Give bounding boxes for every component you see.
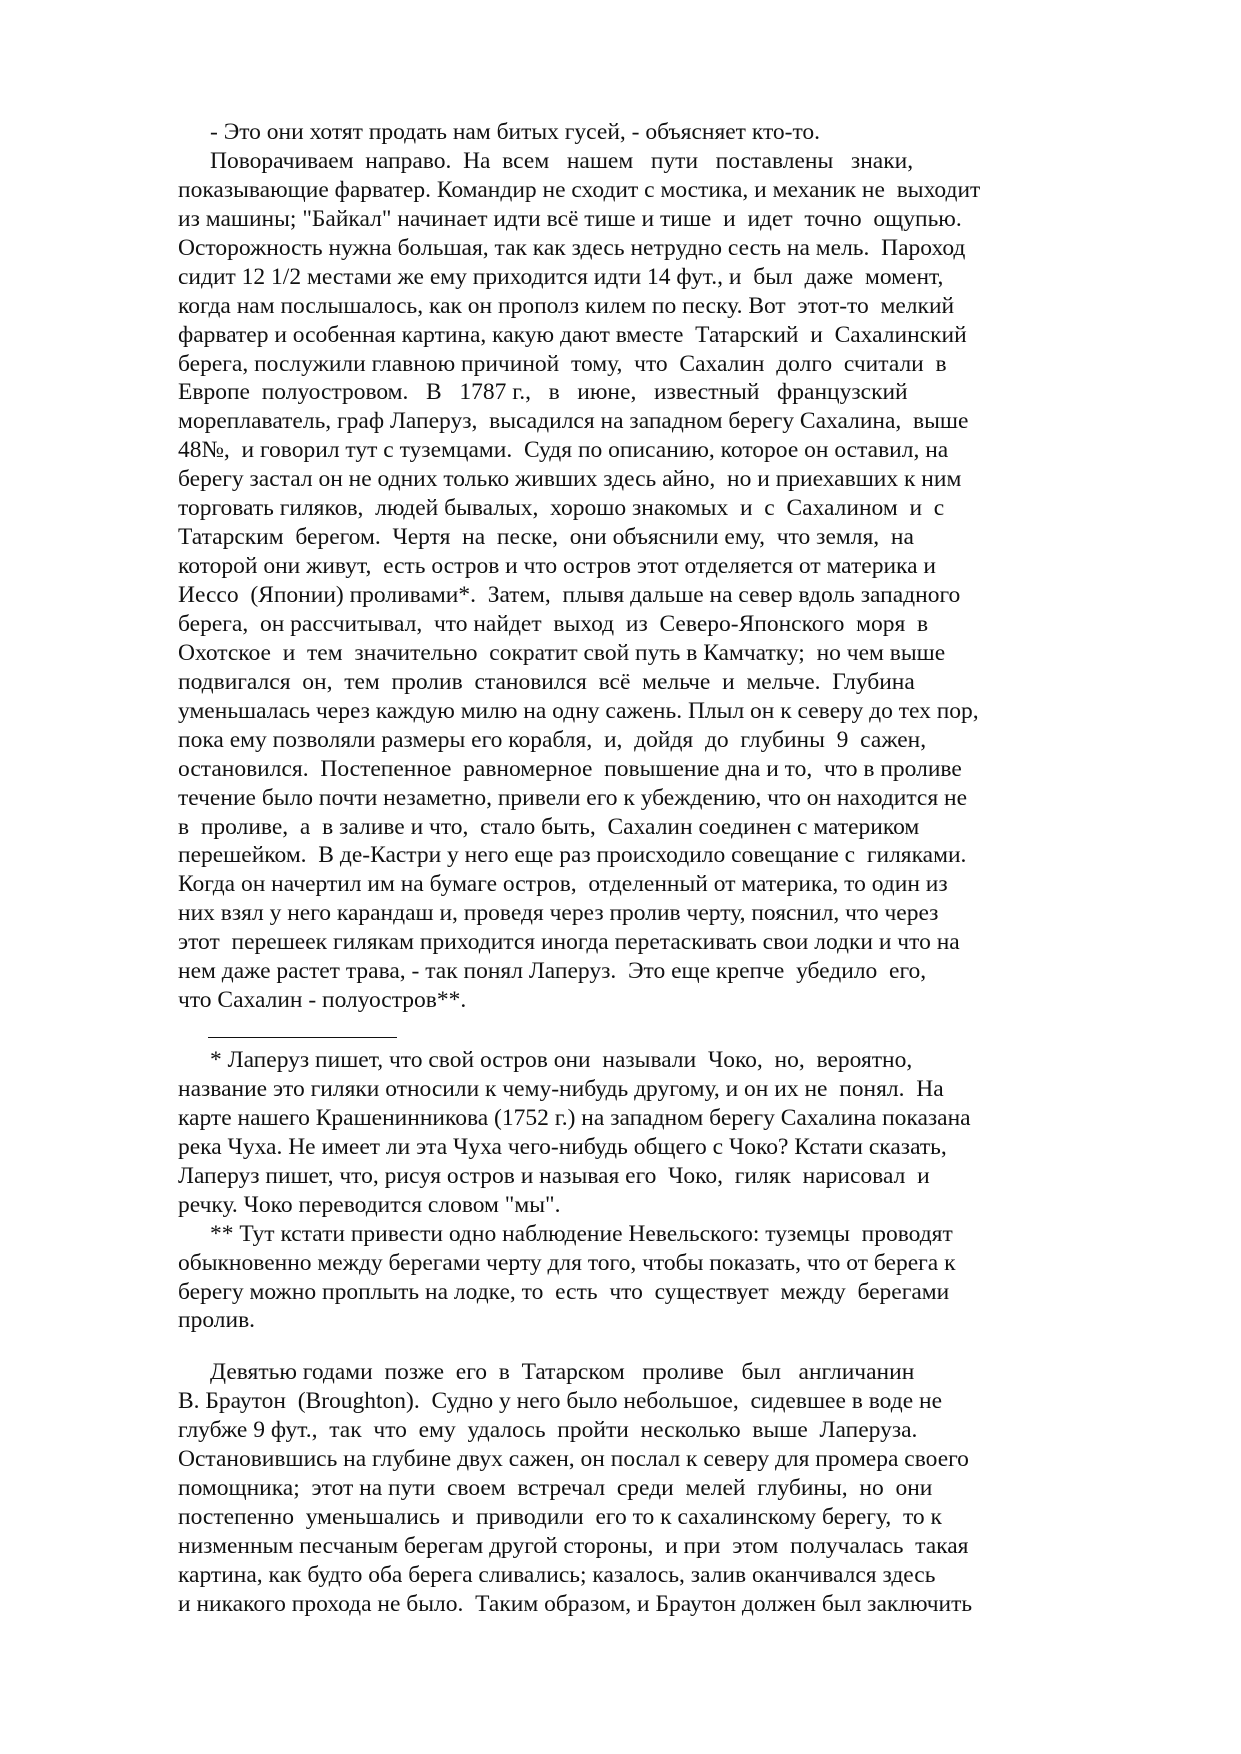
text-line: течение было почти незаметно, привели его к убеждению, что он находится не [178,784,968,811]
text-line: мореплаватель, граф Лаперуз, высадился на западном берегу Сахалина, выше [178,408,969,435]
footnote-line: название это гиляки относили к чему-нибудь другому, и он их не понял. На [178,1075,944,1102]
text-line: Поворачиваем направо. На всем нашем пути поставлены знаки, [210,147,914,174]
text-line: 48№, и говорил тут с туземцами. Судя по описанию, которое он оставил, на [178,437,949,464]
text-line: Остановившись на глубине двух сажен, он послал к северу для промера своего [178,1445,969,1472]
footnote-line: берегу можно проплыть на лодке, то есть что существует между берегами [178,1278,950,1305]
text-line: которой они живут, есть остров и что остров этот отделяется от материка и [178,553,936,580]
footnote-line: речку. Чоко переводится словом "мы". [178,1191,561,1218]
text-line: что Сахалин - полуостров**. [178,987,467,1014]
main-text [178,118,1078,1015]
footnote-line: * Лаперуз пишет, что свой остров они называли Чоко, но, вероятно, [210,1047,913,1073]
text-line: Осторожность нужна большая, так как здесь нетрудно сесть на мель. Пароход [178,234,966,261]
text-line: в проливе, а в заливе и что, стало быть, Сахалин соединен с материком [178,813,920,840]
text-line: глубже 9 фут., так что ему удалось пройти несколько выше Лаперуза. [178,1416,918,1443]
text-line: подвигался он, тем пролив становился всё мельче и мельче. Глубина [178,668,915,695]
text-line: сидит 12 1/2 местами же ему приходится идти 14 фут., и был даже момент, [178,263,944,290]
text-line: берегу застал он не одних только живших здесь айно, но и приехавших к ним [178,466,962,493]
footnote-line: Лаперуз пишет, что, рисуя остров и называя его Чоко, гиляк нарисовал и [178,1162,930,1189]
footnote-line: ** Тут кстати привести одно наблюдение Невельского: туземцы проводят [210,1220,953,1247]
text-line: Татарским берегом. Чертя на песке, они объяснили ему, что земля, на [178,524,914,551]
footnote-line: обыкновенно между берегами черту для того, чтобы показать, что от берега к [178,1249,956,1276]
text-line: постепенно уменьшались и приводили его то к сахалинскому берегу, то к [178,1503,942,1530]
footnote-line: карте нашего Крашенинникова (1752 г.) на западном берегу Сахалина показана [178,1104,971,1131]
text-line: Когда он начертил им на бумаге остров, отделенный от материка, то один из [178,871,948,898]
text-line: когда нам послышалось, как он прополз килем по песку. Вот этот-то мелкий [178,292,955,319]
text-line: фарватер и особенная картина, какую дают вместе Татарский и Сахалинский [178,321,967,348]
text-line: нем даже растет трава, - так понял Лаперуз. Это еще крепче убедило его, [178,958,927,985]
text-line: помощника; этот на пути своем встречал среди мелей глубины, но они [178,1474,933,1501]
footnote-separator [208,1037,397,1038]
text-line: Девятью годами позже его в Татарском проливе был англичанин [210,1359,915,1385]
text-line: уменьшалась через каждую милю на одну сажень. Плыл он к северу до тех пор, [178,697,979,724]
text-line: и никакого прохода не было. Таким образом, и Браутон должен был заключить [178,1590,973,1617]
text-line: низменным песчаным берегам другой стороны, и при этом получалась такая [178,1532,969,1559]
text-line: этот перешеек гилякам приходится иногда перетаскивать свои лодки и что на [178,929,960,956]
text-line: берега, он рассчитывал, что найдет выход из Северо-Японского моря в [178,610,929,637]
continuation-text [178,1358,1078,1618]
text-line: - Это они хотят продать нам битых гусей, - объясняет кто-то. [210,119,821,145]
text-line: них взял у него карандаш и, проведя через пролив черту, пояснил, что через [178,900,939,927]
text-line: Европе полуостровом. В 1787 г., в июне, известный французский [178,379,908,406]
text-line: перешейком. В де-Кастри у него еще раз происходило совещание с гиляками. [178,842,967,869]
text-line: Охотское и тем значительно сократит свой путь в Камчатку; но чем выше [178,639,946,666]
text-line: из машины; "Байкал" начинает идти всё тише и тише и идет точно ощупью. [178,205,962,232]
footnotes [178,1046,1078,1335]
footnote-line: пролив. [178,1307,256,1334]
text-line: В. Браутон (Broughton). Судно у него было небольшое, сидевшее в воде не [178,1387,943,1414]
footnote-line: река Чуха. Не имеет ли эта Чуха чего-нибудь общего с Чоко? Кстати сказать, [178,1133,947,1160]
text-line: показывающие фарватер. Командир не сходит с мостика, и механик не выходит [178,176,981,203]
text-line: торговать гиляков, людей бывалых, хорошо знакомых и с Сахалином и с [178,495,945,522]
text-line: Иессо (Японии) проливами*. Затем, плывя дальше на север вдоль западного [178,582,961,608]
text-line: берега, послужили главною причиной тому, что Сахалин долго считали в [178,350,947,377]
text-line: пока ему позволяли размеры его корабля, и, дойдя до глубины 9 сажен, [178,726,927,753]
text-line: картина, как будто оба берега сливались; казалось, залив оканчивался здесь [178,1561,936,1588]
text-line: остановился. Постепенное равномерное повышение дна и то, что в проливе [178,755,962,782]
